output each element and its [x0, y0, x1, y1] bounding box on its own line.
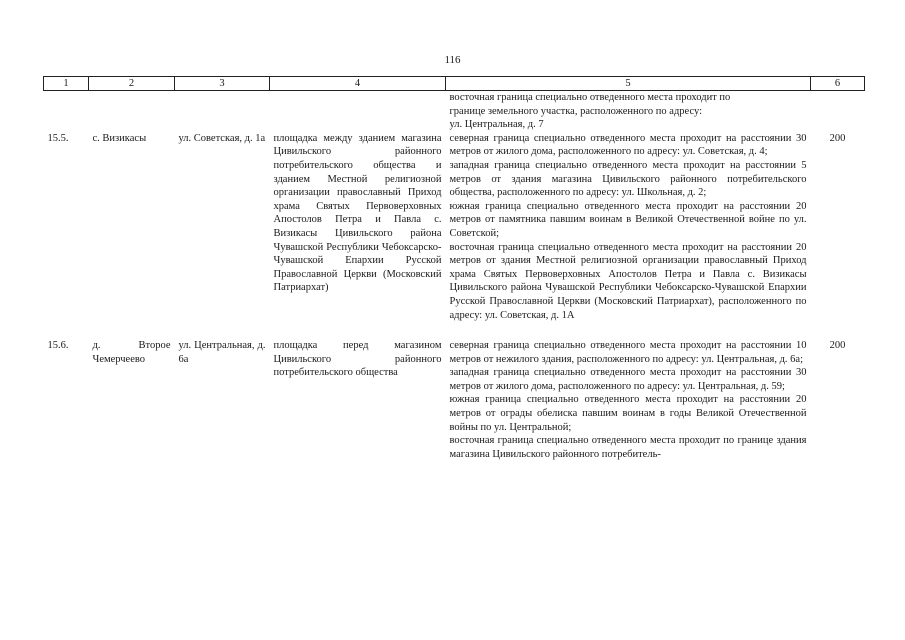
column-number: 6 — [811, 77, 865, 91]
boundary-description — [446, 339, 811, 461]
row-spacer — [44, 322, 865, 339]
continued-boundary-text — [446, 91, 811, 132]
boundary-south: южная граница специально отведенного места проходит на расстоянии 20 метров от памятника павшим воинам в Великой Отечественной войне по ул. Советской; — [449, 200, 807, 239]
boundary-east: восточная граница специально отведенного места проходит по границе здания магазина Цивильского районного потребитель- — [449, 435, 807, 460]
settlement-name: д. Второе Чемерчеево — [92, 340, 171, 365]
text-line: восточная граница специально отведенного места проходит по — [449, 92, 731, 103]
table-row — [44, 339, 865, 461]
column-number: 5 — [446, 77, 811, 91]
distance-value: 200 — [829, 132, 846, 144]
column-number: 4 — [270, 77, 446, 91]
continuation-row — [44, 91, 865, 132]
page-number: 116 — [444, 54, 461, 66]
boundary-north: северная граница специально отведенного места проходит на расстоянии 30 метров от жилого дома, расположенного по адресу: ул. Советская, д. 4; — [449, 132, 807, 158]
boundary-west: западная граница специально отведенного места проходит на расстоянии 30 метров от жилого дома, расположенного по адресу: ул. Центральная, д. 59; — [449, 367, 807, 392]
settlement-name: с. Визикасы — [92, 132, 147, 144]
column-number: 2 — [89, 77, 175, 91]
text-line: ул. Центральная, д. 7 — [449, 119, 544, 131]
boundary-north: северная граница специально отведенного места проходит на расстоянии 10 метров от нежилого здания, расположенного по адресу: ул. Центральная, д. 6а; — [449, 340, 807, 365]
text-line: границе земельного участка, расположенного по адресу: — [449, 105, 703, 117]
row-number: 15.5. — [47, 132, 69, 144]
street-address: ул. Советская, д. 1а — [178, 132, 266, 144]
boundary-description — [446, 132, 811, 322]
place-description: площадка между зданием магазина Цивильского районного потребительского общества и зданием Местной религиозной организации православный Приход храма Святых Первоверховных Апостолов Петра и Павла с. Визикасы Цивильского района Чувашской Республики Чебоксарско-Чувашской Епархии Русской Православной Церкви (Московский Патриархат) — [273, 132, 442, 294]
regulation-table — [43, 76, 865, 461]
boundary-west: западная граница специально отведенного места проходит на расстоянии 5 метров от здания магазина Цивильского районного потребительского общества, расположенного по адресу: ул. Школьная, д. 2; — [449, 159, 807, 199]
column-number: 3 — [175, 77, 270, 91]
column-number: 1 — [44, 77, 89, 91]
table-row — [44, 132, 865, 322]
column-number-row — [44, 77, 865, 91]
place-description: площадка перед магазином Цивильского районного потребительского общества — [273, 340, 442, 379]
street-address: ул. Центральная, д. 6а — [178, 340, 266, 365]
boundary-east: восточная граница специально отведенного места проходит на расстоянии 20 метров от здания Местной религиозной организации православный Приход храма Святых Первоверховных Апостолов Петра и Павла с. Визикасы Цивильского района Чувашской Республики Чебоксарско-Чувашской Епархии Русской Православной Церкви (Московский Патриархат), расположенного по адресу: ул. Советская, д. 1А — [449, 241, 807, 321]
boundary-south: южная граница специально отведенного места проходит на расстоянии 20 метров от ограды обелиска павшим воинам в годы Великой Отечественной войны по ул. Центральной; — [449, 394, 807, 433]
distance-value: 200 — [829, 340, 846, 352]
row-number: 15.6. — [47, 340, 69, 352]
